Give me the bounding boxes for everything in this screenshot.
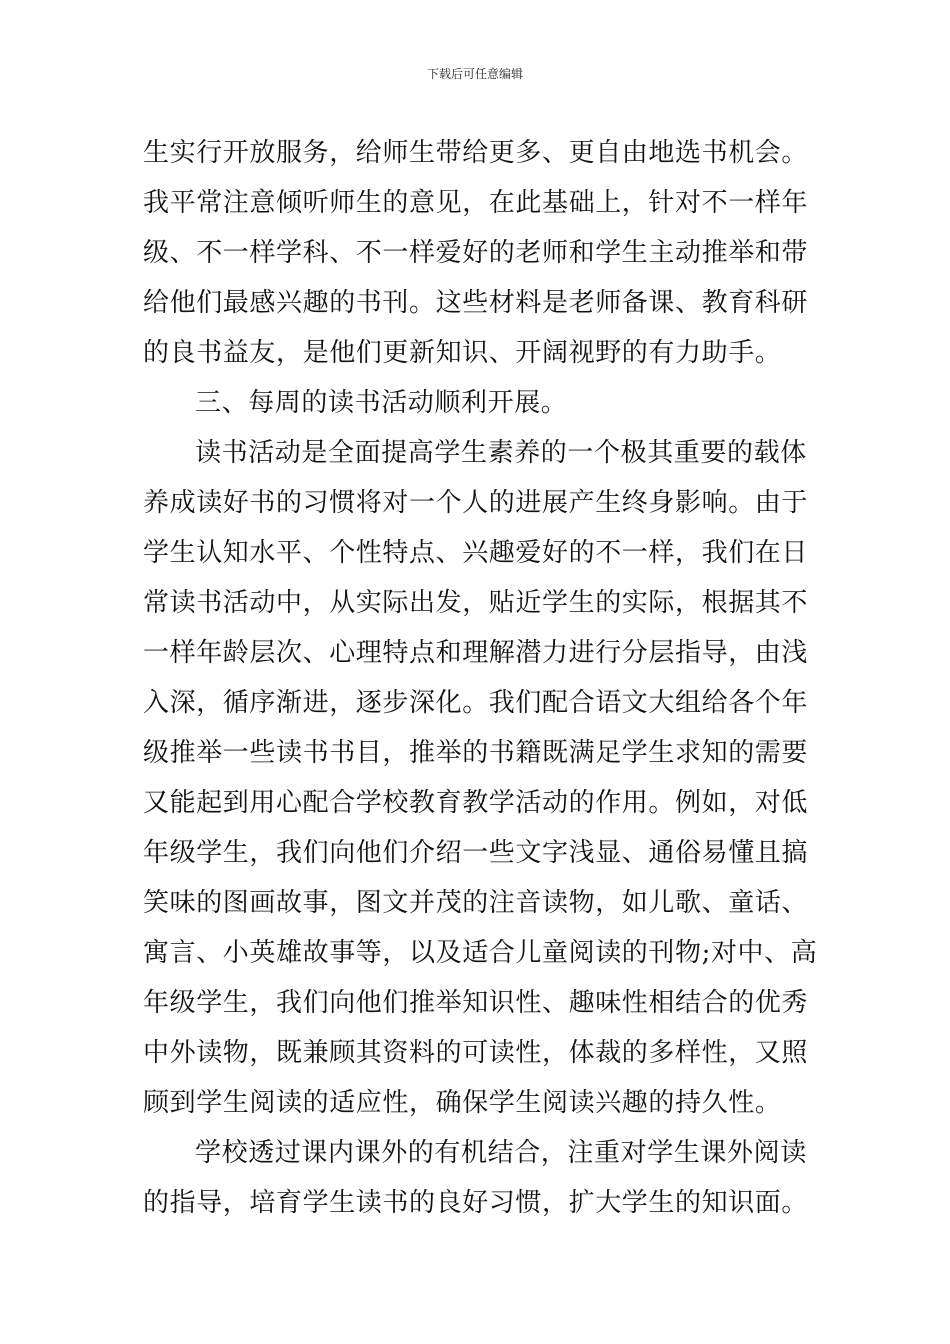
- text-line: 的良书益友，是他们更新知识、开阔视野的有力助手。: [143, 338, 782, 368]
- text-line: 养成读好书的习惯将对一个人的进展产生终身影响。由于: [143, 488, 809, 518]
- text-line: 的指导，培育学生读书的良好习惯，扩大学生的知识面。: [143, 1188, 809, 1218]
- text-line: 年级学生，我们向他们推举知识性、趣味性相结合的优秀: [143, 988, 809, 1018]
- document-body: [143, 128, 818, 1228]
- text-line: 年级学生，我们向他们介绍一些文字浅显、通俗易懂且搞: [143, 838, 809, 868]
- text-line: 学生认知水平、个性特点、兴趣爱好的不一样，我们在日: [143, 538, 809, 568]
- text-line: 级、不一样学科、不一样爱好的老师和学生主动推举和带: [143, 238, 809, 268]
- text-line: 笑味的图画故事，图文并茂的注音读物，如儿歌、童话、: [143, 888, 809, 918]
- text-line: 给他们最感兴趣的书刊。这些材料是老师备课、教育科研: [143, 288, 809, 318]
- text-line: 生实行开放服务，给师生带给更多、更自由地选书机会。: [143, 138, 809, 168]
- text-line: 中外读物，既兼顾其资料的可读性，体裁的多样性，又照: [143, 1038, 809, 1068]
- text-line: 入深，循序渐进，逐步深化。我们配合语文大组给各个年: [143, 688, 809, 718]
- text-line: 级推举一些读书书目，推举的书籍既满足学生求知的需要: [143, 738, 809, 768]
- text-line: 我平常注意倾听师生的意见，在此基础上，针对不一样年: [143, 188, 809, 218]
- text-line: 常读书活动中，从实际出发，贴近学生的实际，根据其不: [143, 588, 809, 618]
- text-line: 学校透过课内课外的有机结合，注重对学生课外阅读: [195, 1138, 807, 1168]
- text-line: 一样年龄层次、心理特点和理解潜力进行分层指导，由浅: [143, 638, 809, 668]
- page-header: 下载后可任意编辑: [426, 67, 523, 81]
- text-line: 读书活动是全面提高学生素养的一个极其重要的载体: [195, 438, 807, 468]
- text-line: 顾到学生阅读的适应性，确保学生阅读兴趣的持久性。: [143, 1088, 782, 1118]
- text-line: 又能起到用心配合学校教育教学活动的作用。例如，对低: [143, 788, 809, 818]
- section-heading: 三、每周的读书活动顺利开展。: [195, 388, 568, 418]
- text-line: 寓言、小英雄故事等，以及适合儿童阅读的刊物;对中、高: [143, 938, 818, 968]
